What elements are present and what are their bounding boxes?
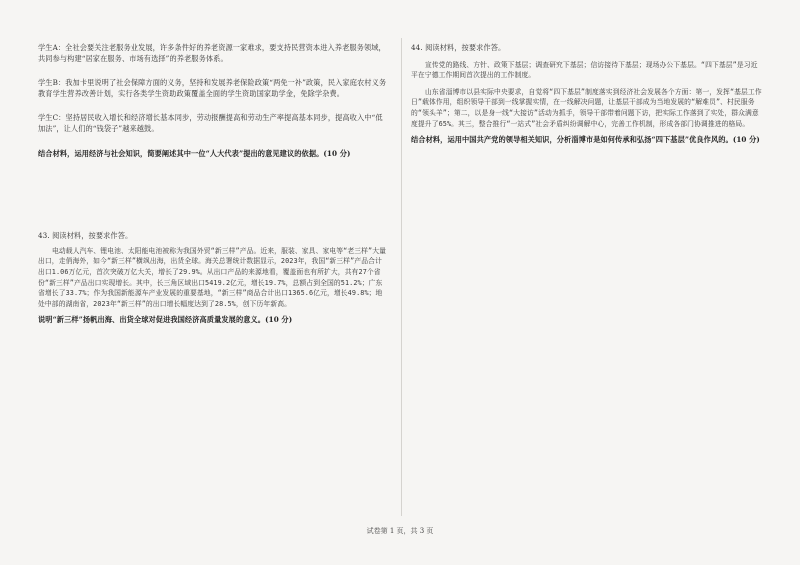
question-44-task: 结合材料，运用中国共产党的领导相关知识，分析淄博市是如何传承和弘扬“四下基层”优良作风的。(10 分) <box>411 135 760 145</box>
left-column <box>38 43 388 340</box>
right-column <box>411 43 763 160</box>
page-footer: 试卷第 1 页，共 3 页 <box>366 527 434 535</box>
student-a-opinion: 学生A：全社会要关注老服务业发展，许多条件好的养老资源一家难求，要支持民营资本进入养老服务领域，共同参与构建“居家在服务、市场有选择”的养老服务体系。 <box>38 43 386 63</box>
question-44-material-1: 宣传党的路线、方针、政策下基层；调查研究下基层；信访接待下基层；现场办公下基层。“四下基层”是习近平在宁德工作期间首次提出的工作制度。 <box>411 60 758 80</box>
question-44-heading: 44. 阅读材料，按要求作答。 <box>411 43 506 52</box>
question-44-material-2: 山东省淄博市以县实际中央要求，自觉将“四下基层”制度落实到经济社会发展各个方面：第一，发挥“基层工作日”载体作用，组织领导干部到一线掌握实情，在一线解决问题，让基层干部成为当地发展的“解难员”、村民服务的“领头羊”；第二，以是身一线“大接访”活动为抓手，领导干部带着问题下访，把实际工作落到了实处，群众满意度提升了65%。其三，整合推行“一站式”社会矛盾纠纷调解中心，完善工作机制，形成各部门协调推进的格局。 <box>411 87 762 128</box>
question-43-heading: 43. 阅读材料，按要求作答。 <box>38 231 133 241</box>
question-43-task: 说明“新三样”扬帆出海、出货全球对促进我国经济高质量发展的意义。(10 分) <box>38 315 293 325</box>
question-42-task: 结合材料，运用经济与社会知识，简要阐述其中一位“人大代表”提出的意见建议的依据。(10 分) <box>38 148 351 158</box>
question-43-material: 电动载人汽车、锂电池、太阳能电池被称为我国外贸“新三样”产品。近来，服装、家具、家电等“老三样”大量出口，走俏海外，如今“新三样”横飒出海，出货全球。海关总署统计数据显示，2023年，我国“新三样”产品合计出口1.06万亿元，首次突破万亿大关，增长了29.9%。从出口产品的来源地看，覆盖面也有所扩大，共有27个省份“新三样”产品出口实现增长。其中，长三角区域出口5419.2亿元，增长19.7%，总额占到全国的51.2%；广东省增长了33.7%；作为我国新能源车产业发展的重要基地，“新三样”商品合计出口1365.6亿元，增长49.8%；地处中部的湖南省，2023年“新三样”的出口增长幅度达到了28.5%，创下历年新高。 <box>38 246 387 308</box>
column-divider <box>401 38 402 516</box>
student-c-opinion: 学生C：坚持居民收入增长和经济增长基本同步，劳动报酬提高和劳动生产率提高基本同步，提高收入中“低加法”，让人们的“钱袋子”越来越鼓。 <box>38 113 383 133</box>
student-b-opinion: 学生B：我加卡里说明了社会保障方面的义务，坚持和发展养老保险政策“两免一补”政策，民入家庭农村义务教育学生营养改善计划，实行各类学生资助政策覆盖全面的学生资助国家助学金，免除学杂费。 <box>38 78 387 98</box>
